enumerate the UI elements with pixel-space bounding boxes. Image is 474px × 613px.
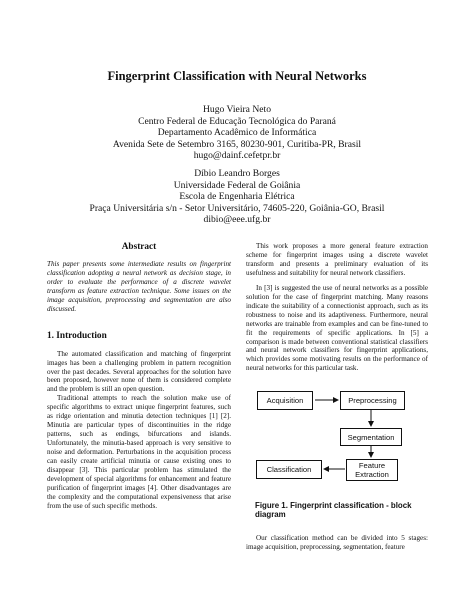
block-feature-extraction (346, 459, 398, 481)
block-label: Extraction (355, 470, 389, 479)
author-department: Escola de Engenharia Elétrica (179, 191, 295, 203)
block-acquisition: Acquisition (257, 391, 313, 410)
author-department: Departamento Acadêmico de Informática (157, 127, 317, 139)
abstract-text: This paper presents some intermediate results on fingerprint classification adopting a neural network as decision stage, in order to evaluate the performance of a discrete wavelet transform as feature extraction technique. Some issues on the image acquisition, preprocessing and segmentation are also discussed. (47, 259, 231, 313)
right-column (246, 242, 428, 373)
paragraph: In [3] is suggested the use of neural networks as a possible solution for the case of fingerprint matching. Many reasons indicate the suitability of a connectionist approach, such as its robustness to noise and its adaptiveness. Furthermore, neural networks are trainable from examples and can be fine-tuned to fit the requirements of specific applications. In [5] a comparison is made between conventional statistical classifiers and neural network classifiers for fingerprint applications, which provides some motivating results on the performance of neural networks for this particular task. (246, 283, 428, 373)
author-name: Hugo Vieira Neto (203, 104, 271, 115)
abstract-heading: Abstract (121, 242, 157, 252)
section-heading-introduction: 1. Introduction (47, 330, 107, 341)
figure-caption: Figure 1. Fingerprint classification - block diagram (255, 501, 412, 520)
paragraph: The automated classification and matching of fingerprint images has been a challenging problem in pattern recognition over the past decades. Several approaches for the solution have been proposed, however none of them is considered complete and the problem is still an open question. (47, 349, 231, 394)
paragraph: Our classification method can be divided into 5 stages: image acquisition, preprocessing, segmentation, feature (246, 534, 428, 551)
block-preprocessing: Preprocessing (340, 391, 405, 410)
author-address: Avenida Sete de Setembro 3165, 80230-901, Curitiba-PR, Brasil (112, 138, 362, 150)
author-name: Díbio Leandro Borges (194, 168, 280, 179)
block-classification: Classification (256, 460, 322, 479)
paper-title: Fingerprint Classification with Neural Networks (107, 69, 367, 83)
author-affiliation: Centro Federal de Educação Tecnológica do Paraná (138, 115, 336, 127)
author-block-1 (0, 104, 474, 162)
right-column-continued (246, 534, 428, 552)
block-label: Feature (358, 461, 386, 470)
author-block-2 (0, 168, 474, 226)
paragraph: This work proposes a more general feature extraction scheme for fingerprint images using a discrete wavelet transform and presents a preliminary evaluation of its usefulness and suitability for neural network classifiers. (246, 242, 428, 277)
author-email: hugo@dainf.cefetpr.br (193, 150, 281, 162)
block-segmentation: Segmentation (340, 428, 402, 446)
block-diagram (252, 383, 422, 481)
author-email: dibio@eee.ufg.br (203, 214, 271, 226)
author-affiliation: Universidade Federal de Goiânia (173, 179, 301, 191)
author-address: Praça Universitária s/n - Setor Universitário, 74605-220, Goiânia-GO, Brasil (89, 202, 385, 214)
left-column (47, 243, 231, 511)
paragraph: Traditional attempts to reach the solution make use of specific algorithms to extract unique fingerprint features, such as ridge orientation and minutia detection techniques [1] [2]. Minutia are particular types of discontinuities in the ridge patterns, such as endings, bifurcations and islands. Unfortunately, the minutia-based approach is very sensitive to noise and deformation. Perturbations in the acquisition process can easily create artificial minutia or cause existing ones to disappear [3]. This particular problem has stimulated the development of special algorithms for enhancement and feature purification of fingerprint images [4]. Other disadvantages are the complexity and the computational expensiveness that arise from the use of such specific methods. (47, 394, 231, 510)
